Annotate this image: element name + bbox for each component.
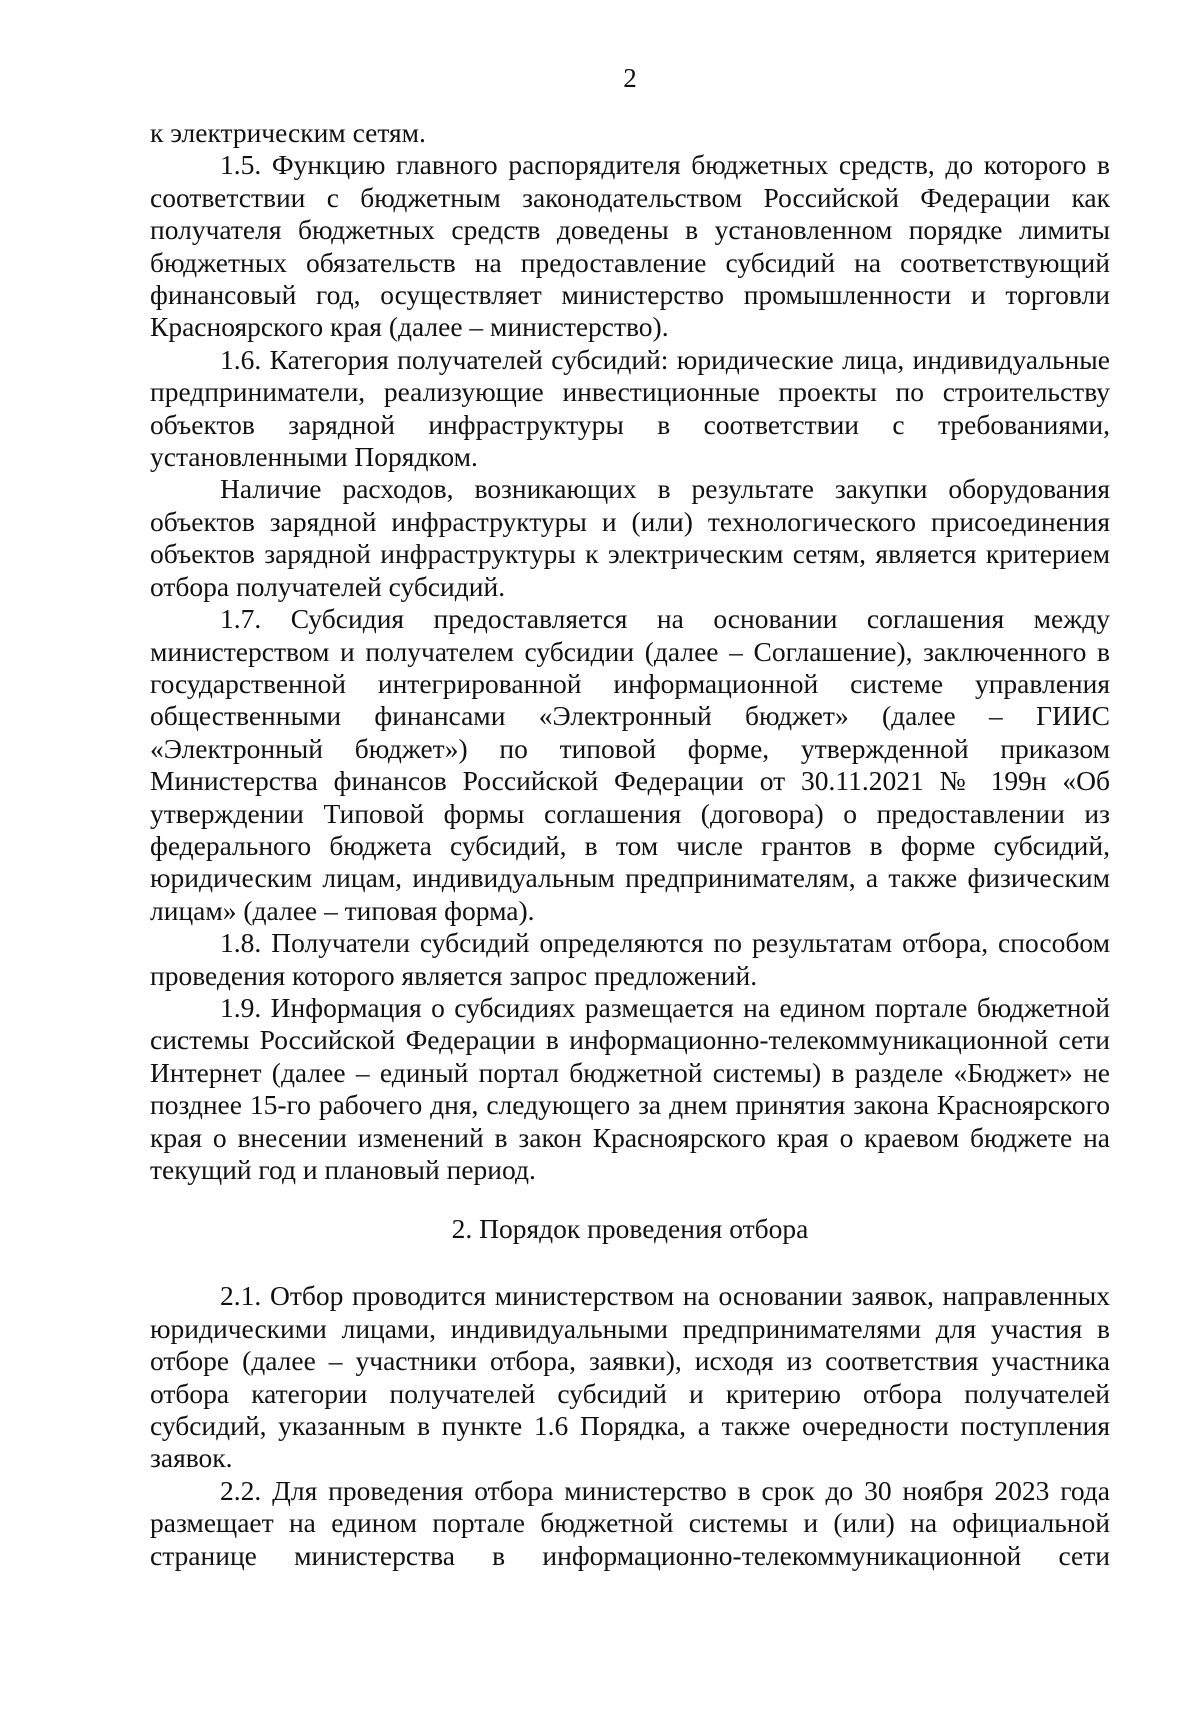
paragraph-1-6: 1.6. Категория получателей субсидий: юридические лица, индивидуальные предприниматели, реализующие инвестиционные проекты по строительству объектов зарядной инфраструктуры в соответствии с требованиями, установленными Порядком. <box>150 343 1110 473</box>
paragraph-2-1: 2.1. Отбор проводится министерством на основании заявок, направленных юридическими лицами, индивидуальными предпринимателями для участия в отборе (далее – участники отбора, заявки), исходя из соответствия участника отбора категории получателей субсидий и критерию отбора получателей субсидий, указанным в пункте 1.6 Порядка, а также очередности поступления заявок. <box>150 1280 1110 1474</box>
paragraph-criterion: Наличие расходов, возникающих в результате закупки оборудования объектов зарядной инфраструктуры и (или) технологического присоединения объектов зарядной инфраструктуры к электрическим сетям, является критерием отбора получателей субсидий. <box>150 473 1110 602</box>
paragraph-1-8: 1.8. Получатели субсидий определяются по результатам отбора, способом проведения которого является запрос предложений. <box>150 927 1110 991</box>
page-number: 2 <box>623 63 637 93</box>
paragraph-1-5: 1.5. Функцию главного распорядителя бюджетных средств, до которого в соответствии с бюджетным законодательством Российской Федерации как получателя бюджетных средств доведены в установленном порядке лимиты бюджетных обязательств на предоставление субсидий на соответствующий финансовый год, осуществляет министерство промышленности и торговли Красноярского края (далее – министерство). <box>150 149 1110 343</box>
section-heading: 2. Порядок проведения отбора <box>451 1213 809 1245</box>
paragraph-1-9: 1.9. Информация о субсидиях размещается на едином портале бюджетной системы Российской Федерации в информационно-телекоммуникационной сети Интернет (далее – единый портал бюджетной системы) в разделе «Бюджет» не позднее 15-го рабочего дня, следующего за днем принятия закона Красноярского края о внесении изменений в закон Красноярского края о краевом бюджете на текущий год и плановый период. <box>150 991 1110 1185</box>
document-body <box>150 117 1110 1572</box>
paragraph-1-7: 1.7. Субсидия предоставляется на основании соглашения между министерством и получателем субсидии (далее – Соглашение), заключенного в государственной интегрированной информационной системе управления общественными финансами «Электронный бюджет» (далее – ГИИС «Электронный бюджет») по типовой форме, утвержденной приказом Министерства финансов Российской Федерации от 30.11.2021 № 199н «Об утверждении Типовой формы соглашения (договора) о предоставлении из федерального бюджета субсидий, в том числе грантов в форме субсидий, юридическим лицам, индивидуальным предпринимателям, а также физическим лицам» (далее – типовая форма). <box>150 603 1110 926</box>
paragraph-continuation: к электрическим сетям. <box>150 117 426 148</box>
paragraph-2-2: 2.2. Для проведения отбора министерство в срок до 30 ноября 2023 года размещает на едином портале бюджетной системы и (или) на официальной странице министерства в информационно-телекоммуникационной сети <box>150 1474 1110 1571</box>
